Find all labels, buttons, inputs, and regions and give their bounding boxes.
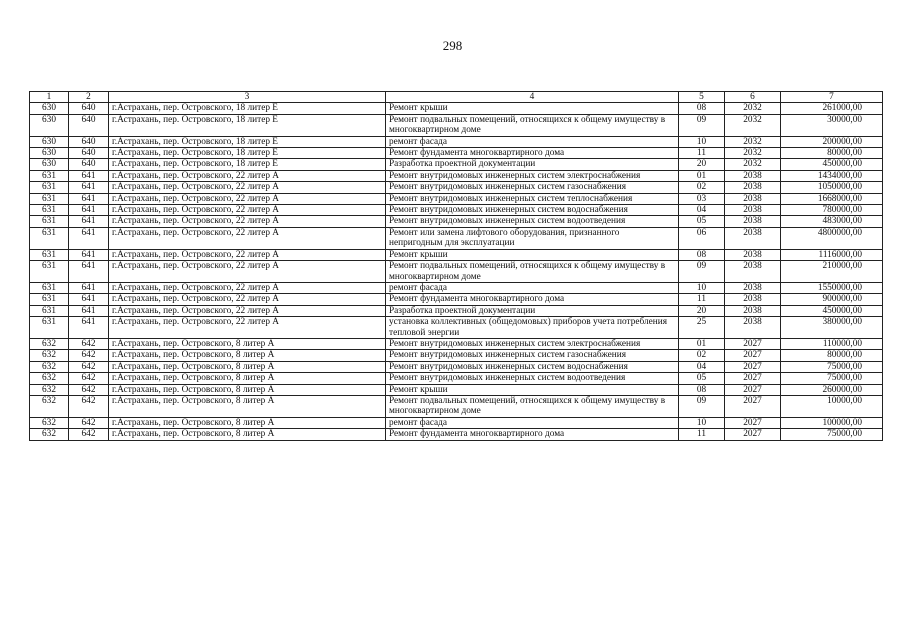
table-row — [30, 159, 883, 170]
cost-cell: 210000,00 — [781, 261, 883, 283]
row-number: 630 — [30, 159, 69, 170]
year-cell: 2038 — [725, 205, 781, 216]
year-cell: 2027 — [725, 417, 781, 428]
work-type-cell: Ремонт внутридомовых инженерных систем водоснабжения — [386, 361, 679, 372]
row-number: 630 — [30, 114, 69, 136]
work-type-cell: ремонт фасада — [386, 136, 679, 147]
house-number: 640 — [69, 114, 109, 136]
address-cell: г.Астрахань, пер. Островского, 18 литер Е — [109, 159, 386, 170]
work-type-cell: Ремонт внутридомовых инженерных систем газоснабжения — [386, 350, 679, 361]
table-row — [30, 103, 883, 114]
cost-cell: 75000,00 — [781, 429, 883, 440]
cost-cell: 450000,00 — [781, 305, 883, 316]
house-number: 641 — [69, 249, 109, 260]
work-code-cell: 06 — [679, 227, 725, 249]
year-cell: 2032 — [725, 159, 781, 170]
address-cell: г.Астрахань, пер. Островского, 22 литер А — [109, 216, 386, 227]
table-row — [30, 114, 883, 136]
cost-cell: 80000,00 — [781, 148, 883, 159]
year-cell: 2038 — [725, 193, 781, 204]
work-type-cell: Ремонт или замена лифтового оборудования, признанного непригодным для эксплуатации — [386, 227, 679, 249]
cost-cell: 4800000,00 — [781, 227, 883, 249]
table-row — [30, 227, 883, 249]
table-row — [30, 148, 883, 159]
work-type-cell: Ремонт крыши — [386, 103, 679, 114]
cost-cell: 780000,00 — [781, 205, 883, 216]
house-number: 641 — [69, 205, 109, 216]
row-number: 631 — [30, 249, 69, 260]
work-type-cell: Ремонт внутридомовых инженерных систем водоснабжения — [386, 205, 679, 216]
work-type-cell: Ремонт подвальных помещений, относящихся к общему имуществу в многоквартирном доме — [386, 114, 679, 136]
page-number: 298 — [442, 38, 463, 53]
header-cell-2: 2 — [69, 92, 109, 103]
address-cell: г.Астрахань, пер. Островского, 8 литер А — [109, 350, 386, 361]
work-code-cell: 08 — [679, 249, 725, 260]
cost-cell: 1116000,00 — [781, 249, 883, 260]
row-number: 632 — [30, 429, 69, 440]
year-cell: 2027 — [725, 338, 781, 349]
row-number: 632 — [30, 338, 69, 349]
work-code-cell: 03 — [679, 193, 725, 204]
house-number: 641 — [69, 294, 109, 305]
work-type-cell: Ремонт фундамента многоквартирного дома — [386, 148, 679, 159]
header-cell-7: 7 — [781, 92, 883, 103]
address-cell: г.Астрахань, пер. Островского, 22 литер А — [109, 317, 386, 339]
work-code-cell: 11 — [679, 294, 725, 305]
work-code-cell: 05 — [679, 373, 725, 384]
year-cell: 2032 — [725, 148, 781, 159]
address-cell: г.Астрахань, пер. Островского, 8 литер А — [109, 395, 386, 417]
work-code-cell: 09 — [679, 395, 725, 417]
house-number: 641 — [69, 305, 109, 316]
address-cell: г.Астрахань, пер. Островского, 22 литер А — [109, 249, 386, 260]
table-row — [30, 216, 883, 227]
row-number: 631 — [30, 205, 69, 216]
work-code-cell: 20 — [679, 305, 725, 316]
table-row — [30, 361, 883, 372]
house-number: 642 — [69, 417, 109, 428]
row-number: 631 — [30, 170, 69, 181]
year-cell: 2032 — [725, 114, 781, 136]
work-type-cell: Ремонт внутридомовых инженерных систем электроснабжения — [386, 338, 679, 349]
row-number: 632 — [30, 395, 69, 417]
address-cell: г.Астрахань, пер. Островского, 8 литер А — [109, 361, 386, 372]
cost-cell: 261000,00 — [781, 103, 883, 114]
house-number: 642 — [69, 361, 109, 372]
work-code-cell: 08 — [679, 384, 725, 395]
work-type-cell: Ремонт фундамента многоквартирного дома — [386, 294, 679, 305]
cost-cell: 75000,00 — [781, 373, 883, 384]
year-cell: 2027 — [725, 384, 781, 395]
work-type-cell: Ремонт крыши — [386, 249, 679, 260]
row-number: 631 — [30, 282, 69, 293]
year-cell: 2027 — [725, 361, 781, 372]
row-number: 630 — [30, 103, 69, 114]
work-code-cell: 11 — [679, 429, 725, 440]
year-cell: 2038 — [725, 294, 781, 305]
cost-cell: 200000,00 — [781, 136, 883, 147]
house-number: 640 — [69, 103, 109, 114]
house-number: 642 — [69, 338, 109, 349]
year-cell: 2038 — [725, 216, 781, 227]
work-code-cell: 20 — [679, 159, 725, 170]
year-cell: 2038 — [725, 182, 781, 193]
work-type-cell: Ремонт внутридомовых инженерных систем электроснабжения — [386, 170, 679, 181]
work-type-cell: Ремонт крыши — [386, 384, 679, 395]
work-code-cell: 10 — [679, 136, 725, 147]
header-cell-5: 5 — [679, 92, 725, 103]
address-cell: г.Астрахань, пер. Островского, 22 литер А — [109, 282, 386, 293]
header-cell-6: 6 — [725, 92, 781, 103]
header-row — [30, 92, 883, 103]
work-code-cell: 02 — [679, 350, 725, 361]
table-body — [30, 103, 883, 440]
work-code-cell: 10 — [679, 282, 725, 293]
house-number: 641 — [69, 261, 109, 283]
row-number: 631 — [30, 216, 69, 227]
row-number: 631 — [30, 193, 69, 204]
work-type-cell: Разработка проектной документации — [386, 305, 679, 316]
table-row — [30, 170, 883, 181]
address-cell: г.Астрахань, пер. Островского, 8 литер А — [109, 384, 386, 395]
cost-cell: 10000,00 — [781, 395, 883, 417]
work-code-cell: 09 — [679, 114, 725, 136]
row-number: 630 — [30, 148, 69, 159]
table-row — [30, 384, 883, 395]
year-cell: 2038 — [725, 261, 781, 283]
house-number: 642 — [69, 350, 109, 361]
header-cell-1: 1 — [30, 92, 69, 103]
address-cell: г.Астрахань, пер. Островского, 8 литер А — [109, 338, 386, 349]
year-cell: 2027 — [725, 350, 781, 361]
year-cell: 2032 — [725, 136, 781, 147]
row-number: 632 — [30, 373, 69, 384]
house-number: 641 — [69, 282, 109, 293]
table-row — [30, 282, 883, 293]
house-number: 641 — [69, 216, 109, 227]
table-row — [30, 417, 883, 428]
cost-cell: 483000,00 — [781, 216, 883, 227]
cost-cell: 1668000,00 — [781, 193, 883, 204]
table-row — [30, 373, 883, 384]
address-cell: г.Астрахань, пер. Островского, 22 литер А — [109, 193, 386, 204]
row-number: 632 — [30, 384, 69, 395]
row-number: 632 — [30, 350, 69, 361]
table-row — [30, 350, 883, 361]
work-code-cell: 08 — [679, 103, 725, 114]
table-row — [30, 338, 883, 349]
work-code-cell: 04 — [679, 361, 725, 372]
address-cell: г.Астрахань, пер. Островского, 22 литер А — [109, 227, 386, 249]
cost-cell: 110000,00 — [781, 338, 883, 349]
year-cell: 2032 — [725, 103, 781, 114]
table-header — [30, 92, 883, 103]
address-cell: г.Астрахань, пер. Островского, 22 литер А — [109, 305, 386, 316]
table-row — [30, 249, 883, 260]
year-cell: 2038 — [725, 282, 781, 293]
year-cell: 2027 — [725, 373, 781, 384]
table-row — [30, 136, 883, 147]
table-row — [30, 317, 883, 339]
header-cell-3: 3 — [109, 92, 386, 103]
table-row — [30, 305, 883, 316]
address-cell: г.Астрахань, пер. Островского, 8 литер А — [109, 373, 386, 384]
work-code-cell: 05 — [679, 216, 725, 227]
cost-cell: 260000,00 — [781, 384, 883, 395]
row-number: 631 — [30, 294, 69, 305]
house-number: 641 — [69, 170, 109, 181]
work-type-cell: Ремонт фундамента многоквартирного дома — [386, 429, 679, 440]
table-row — [30, 193, 883, 204]
cost-cell: 1550000,00 — [781, 282, 883, 293]
house-number: 640 — [69, 148, 109, 159]
house-number: 641 — [69, 193, 109, 204]
work-code-cell: 01 — [679, 170, 725, 181]
work-type-cell: ремонт фасада — [386, 417, 679, 428]
cost-cell: 380000,00 — [781, 317, 883, 339]
address-cell: г.Астрахань, пер. Островского, 22 литер А — [109, 170, 386, 181]
row-number: 631 — [30, 227, 69, 249]
work-type-cell: Ремонт подвальных помещений, относящихся к общему имуществу в многоквартирном доме — [386, 261, 679, 283]
table-row — [30, 294, 883, 305]
year-cell: 2027 — [725, 429, 781, 440]
work-code-cell: 04 — [679, 205, 725, 216]
year-cell: 2038 — [725, 249, 781, 260]
address-cell: г.Астрахань, пер. Островского, 18 литер Е — [109, 148, 386, 159]
house-number: 642 — [69, 395, 109, 417]
repair-plan-table — [29, 91, 883, 441]
cost-cell: 80000,00 — [781, 350, 883, 361]
house-number: 641 — [69, 317, 109, 339]
work-type-cell: ремонт фасада — [386, 282, 679, 293]
address-cell: г.Астрахань, пер. Островского, 22 литер А — [109, 182, 386, 193]
table-row — [30, 182, 883, 193]
work-type-cell: установка коллективных (общедомовых) приборов учета потребления тепловой энергии — [386, 317, 679, 339]
work-code-cell: 10 — [679, 417, 725, 428]
row-number: 631 — [30, 305, 69, 316]
house-number: 640 — [69, 136, 109, 147]
house-number: 641 — [69, 227, 109, 249]
address-cell: г.Астрахань, пер. Островского, 22 литер А — [109, 261, 386, 283]
cost-cell: 100000,00 — [781, 417, 883, 428]
header-cell-4: 4 — [386, 92, 679, 103]
year-cell: 2038 — [725, 227, 781, 249]
work-type-cell: Ремонт внутридомовых инженерных систем водоотведения — [386, 373, 679, 384]
row-number: 632 — [30, 361, 69, 372]
work-type-cell: Ремонт внутридомовых инженерных систем водоотведения — [386, 216, 679, 227]
cost-cell: 75000,00 — [781, 361, 883, 372]
work-type-cell: Ремонт подвальных помещений, относящихся к общему имуществу в многоквартирном доме — [386, 395, 679, 417]
house-number: 642 — [69, 373, 109, 384]
address-cell: г.Астрахань, пер. Островского, 18 литер Е — [109, 103, 386, 114]
work-code-cell: 01 — [679, 338, 725, 349]
table-row — [30, 395, 883, 417]
cost-cell: 1434000,00 — [781, 170, 883, 181]
house-number: 640 — [69, 159, 109, 170]
table-row — [30, 261, 883, 283]
year-cell: 2038 — [725, 317, 781, 339]
cost-cell: 900000,00 — [781, 294, 883, 305]
row-number: 631 — [30, 317, 69, 339]
work-code-cell: 09 — [679, 261, 725, 283]
work-type-cell: Ремонт внутридомовых инженерных систем теплоснабжения — [386, 193, 679, 204]
row-number: 630 — [30, 136, 69, 147]
work-code-cell: 11 — [679, 148, 725, 159]
row-number: 631 — [30, 261, 69, 283]
cost-cell: 30000,00 — [781, 114, 883, 136]
house-number: 641 — [69, 182, 109, 193]
year-cell: 2038 — [725, 170, 781, 181]
work-type-cell: Разработка проектной документации — [386, 159, 679, 170]
address-cell: г.Астрахань, пер. Островского, 22 литер А — [109, 294, 386, 305]
address-cell: г.Астрахань, пер. Островского, 8 литер А — [109, 417, 386, 428]
address-cell: г.Астрахань, пер. Островского, 18 литер Е — [109, 136, 386, 147]
work-code-cell: 25 — [679, 317, 725, 339]
house-number: 642 — [69, 384, 109, 395]
cost-cell: 1050000,00 — [781, 182, 883, 193]
house-number: 642 — [69, 429, 109, 440]
row-number: 631 — [30, 182, 69, 193]
address-cell: г.Астрахань, пер. Островского, 18 литер Е — [109, 114, 386, 136]
cost-cell: 450000,00 — [781, 159, 883, 170]
table-row — [30, 429, 883, 440]
row-number: 632 — [30, 417, 69, 428]
address-cell: г.Астрахань, пер. Островского, 8 литер А — [109, 429, 386, 440]
work-code-cell: 02 — [679, 182, 725, 193]
year-cell: 2027 — [725, 395, 781, 417]
work-type-cell: Ремонт внутридомовых инженерных систем газоснабжения — [386, 182, 679, 193]
address-cell: г.Астрахань, пер. Островского, 22 литер А — [109, 205, 386, 216]
year-cell: 2038 — [725, 305, 781, 316]
table-row — [30, 205, 883, 216]
